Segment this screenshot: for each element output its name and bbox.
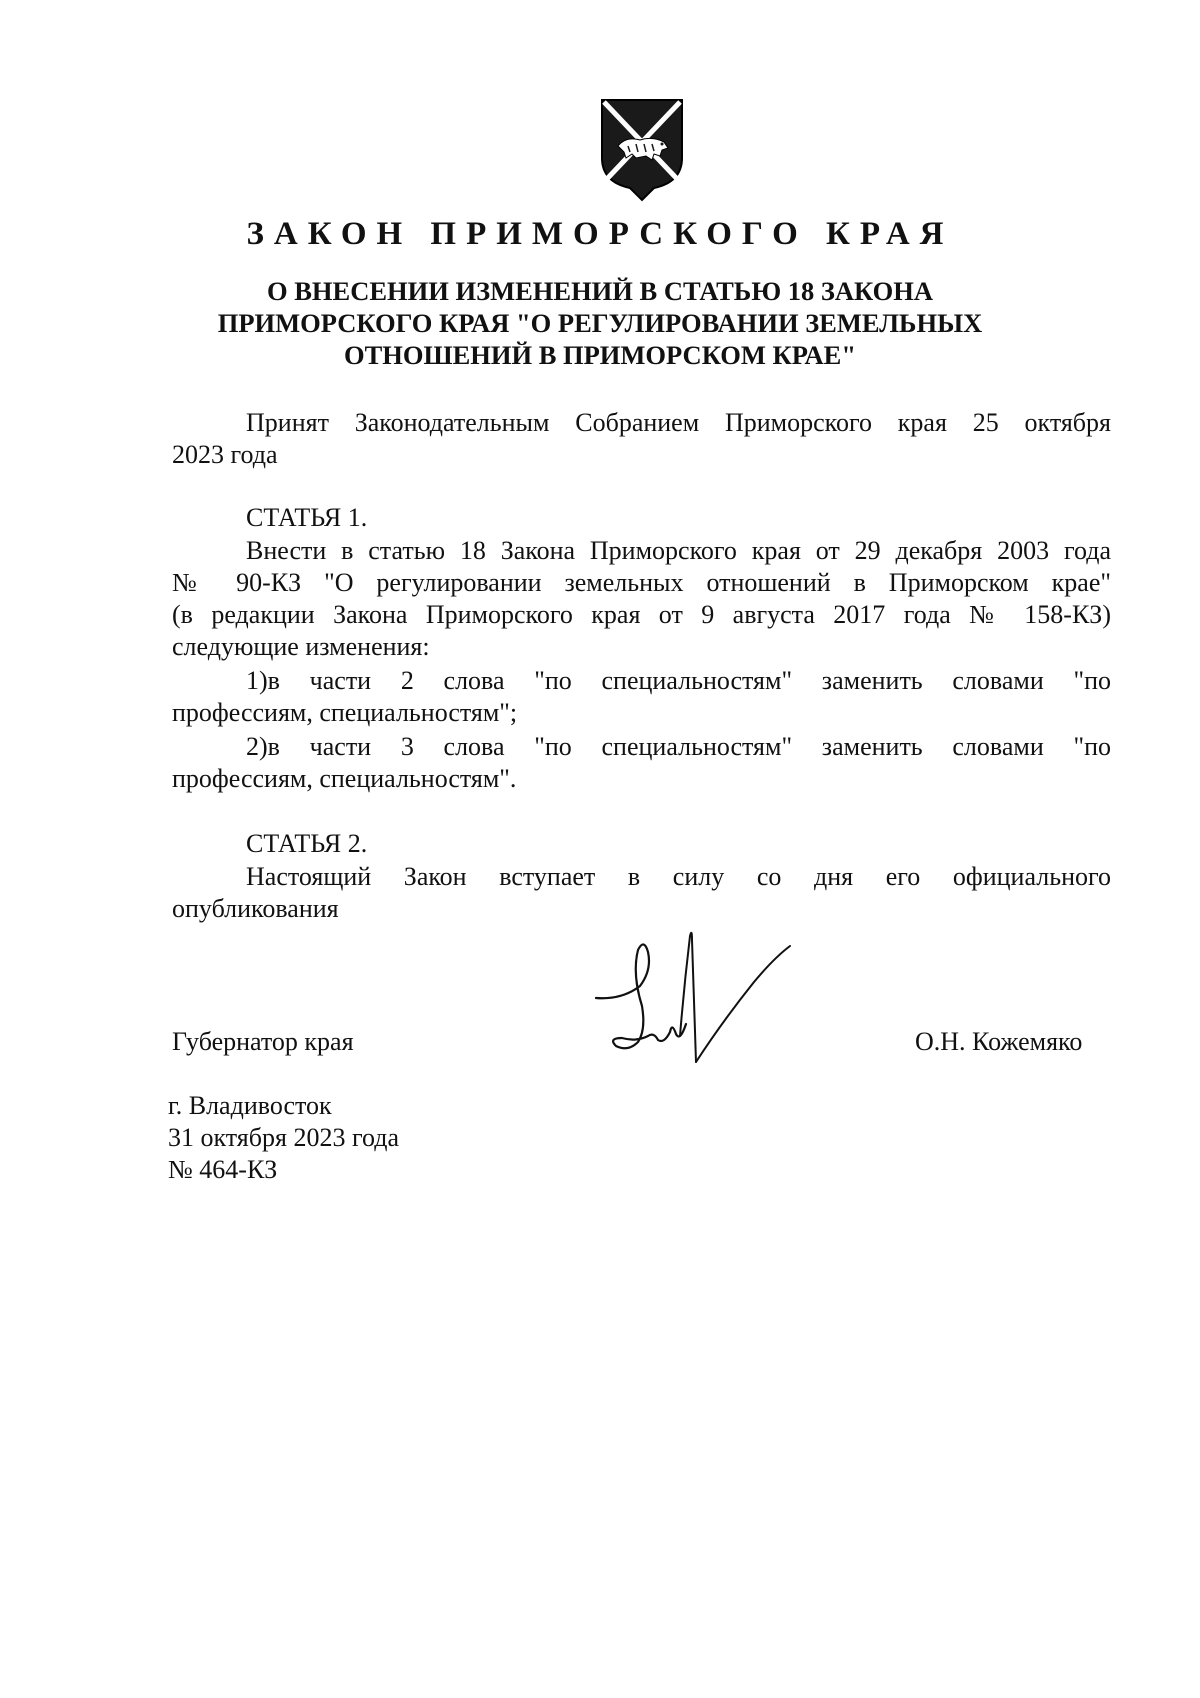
article-1-line: № 90-КЗ "О регулировании земельных отношений в Приморском крае" [172,568,1111,597]
subject-line: ПРИМОРСКОГО КРАЯ "О РЕГУЛИРОВАНИИ ЗЕМЕЛЬНЫХ [217,308,983,338]
law-title: ЗАКОН ПРИМОРСКОГО КРАЯ [246,216,954,252]
adopted-line: Принят Законодательным Собранием Приморского края 25 октября [246,408,1111,437]
subject-line: ОТНОШЕНИЙ В ПРИМОРСКОМ КРАЕ" [343,340,857,370]
signatory-position: Губернатор края [172,1027,354,1056]
subject-line: О ВНЕСЕНИИ ИЗМЕНЕНИЙ В СТАТЬЮ 18 ЗАКОНА [267,276,933,306]
place: г. Владивосток [168,1091,332,1120]
law-subject [0,275,1200,371]
article-1-heading: СТАТЬЯ 1. [246,503,368,532]
coat-of-arms-emblem [596,96,688,202]
article-2-line: опубликования [172,894,339,923]
amendment-item: 2)в части 3 слова "по специальностям" заменить словами "по [246,732,1111,761]
article-1-line: следующие изменения: [172,632,430,661]
adopted-line: 2023 года [172,440,278,469]
law-date: 31 октября 2023 года [168,1123,399,1152]
article-1-line: Внести в статью 18 Закона Приморского края от 29 декабря 2003 года [246,536,1111,565]
article-1-line: (в редакции Закона Приморского края от 9 августа 2017 года № 158-КЗ) [172,600,1111,629]
signatory-name: О.Н. Кожемяко [915,1027,1083,1056]
amendment-item-continuation: профессиям, специальностям"; [172,698,518,727]
article-2-heading: СТАТЬЯ 2. [246,829,368,858]
amendment-item: 1)в части 2 слова "по специальностям" заменить словами "по [246,666,1111,695]
amendment-item-continuation: профессиям, специальностям". [172,764,517,793]
handwritten-signature [592,926,796,1074]
law-number: № 464-КЗ [168,1155,278,1184]
article-2-line: Настоящий Закон вступает в силу со дня его официального [246,862,1111,891]
